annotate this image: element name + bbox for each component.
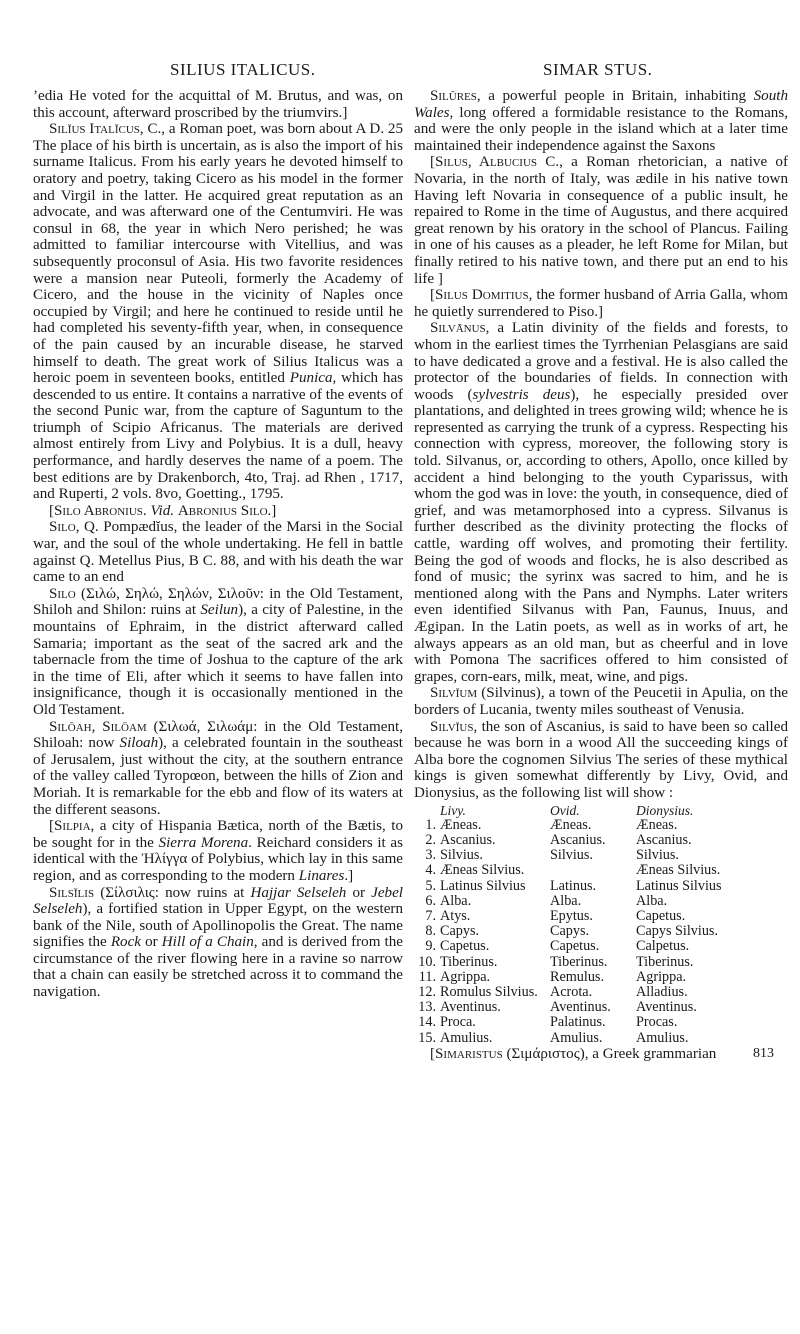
cell-dionysius: Procas.: [636, 1014, 678, 1031]
cell-livy: Tiberinus.: [440, 953, 498, 970]
page-number: 813: [753, 1045, 774, 1061]
table-row: [414, 894, 754, 909]
table-row: [414, 955, 754, 970]
entry-headword: Silo Abronius: [54, 502, 143, 519]
cell-ovid: Latinus.: [550, 877, 597, 894]
cell-ovid: Alba.: [550, 892, 582, 909]
entry-silvanus: Silvānus, a Latin divinity of the fields and forests, to whom in the earliest times the Tyrrhenian Pelasgians are said to have dedicated a grove and a festival. He is also called the protector of the boundaries of fields. In connection with woods (sylvestris deus), he especially presided over plantations, and delighted in trees growing wild; whence he is represented as carrying the trunk of a cypress. Respecting his connection with cypress, moreover, the following story is told. Silvanus, or, according to others, Apollo, once killed by accident a hind belonging to the youth Cyparissus, with whom the god was in love: the youth, in consequence, died of grief, and was metamorphosed into a cypress. Silvanus is further described as the divinity protecting the flocks of cattle, warding off wolves, and promoting their fertility. Being the god of woods and flocks, he is also described as fond of music; the syrinx was sacred to him, and he is mentioned along with the Pans and Nymphs. Later writers even identified Silvanus with Pan, Faunus, Inuus, and Ægipan. In the Latin poets, as well as in works of art, he always appears as an old man, but as cheerful and in love with Pomona The sacrifices offered to him consisted of grapes, corn-ears, milk, meat, wine, and pigs.: [414, 320, 788, 685]
cell-ovid: Palatinus.: [550, 1014, 606, 1031]
cell-dionysius: Silvius.: [636, 847, 679, 864]
left-column: [33, 88, 403, 1001]
entry-headword: Silus Domitius: [435, 287, 529, 304]
cell-dionysius: Ascanius.: [636, 831, 692, 848]
cell-dionysius: Calpetus.: [636, 938, 690, 955]
table-row: [414, 848, 754, 863]
cell-ovid: Ascanius.: [550, 831, 606, 848]
cell-ovid: Aventinus.: [550, 999, 611, 1016]
cell-livy: Capys.: [440, 923, 480, 940]
cell-ovid: Remulus.: [550, 968, 604, 985]
cell-ovid: Tiberinus.: [550, 953, 608, 970]
table-row: [414, 879, 754, 894]
entry-silo-abronius: [Silo Abronius. Vid. Abronius Silo.]: [49, 502, 277, 519]
cell-livy: Atys.: [440, 907, 471, 924]
column-header-ovid: Ovid.: [550, 802, 580, 818]
cell-livy: Æneas Silvius.: [440, 862, 525, 879]
cell-livy: Capetus.: [440, 938, 490, 955]
column-header-dionysius: Dionysius.: [636, 802, 694, 818]
table-row: [414, 1000, 754, 1015]
table-header-row: [414, 803, 754, 818]
row-number: 6.: [425, 892, 436, 909]
row-number: 11.: [418, 968, 436, 985]
entry-continuation: ’edia He voted for the acquittal of M. Brutus, and was, on this account, afterward proscribed by the triumvirs.]: [33, 88, 403, 121]
table-row: [414, 985, 754, 1000]
cell-livy: Latinus Silvius: [440, 877, 526, 894]
row-number: 2.: [425, 831, 436, 848]
row-number: 8.: [425, 923, 436, 940]
cell-livy: Romulus Silvius.: [440, 983, 538, 1000]
row-number: 15.: [418, 1029, 436, 1046]
cell-livy: Alba.: [440, 892, 472, 909]
header-left: SILIUS ITALICUS.: [170, 60, 316, 79]
row-number: 3.: [425, 847, 436, 864]
table-row: [414, 818, 754, 833]
running-header: [0, 60, 800, 84]
entry-silsilis: Silsĭlis (Σίλσιλις: now ruins at Hajjar Selseleh or Jebel Selseleh), a fortified station in Upper Egypt, on the western bank of the Nile, south of Apollinopolis the Great. The name signifies the Rock or Hill of a Chain, and is derived from the circumstance of the river flowing here in a ravine so narrow that a chain can easily be stretched across it to command the navigation.: [33, 884, 403, 1001]
row-number: 5.: [425, 877, 436, 894]
cell-ovid: Capys.: [550, 923, 590, 940]
row-number: 10.: [418, 953, 436, 970]
table-row: [414, 863, 754, 878]
entry-headword: Silo: [49, 519, 76, 536]
cell-ovid: Æneas.: [550, 816, 592, 833]
row-number: 1.: [425, 816, 436, 833]
entry-headword: Silōah, Silōam: [49, 718, 147, 735]
cell-dionysius: Alladius.: [636, 983, 688, 1000]
cell-livy: Ascanius.: [440, 831, 496, 848]
entry-headword: Silvĭum: [430, 685, 478, 702]
row-number: 12.: [418, 983, 436, 1000]
entry-silus-domitius: [Silus Domitius, the former husband of Arria Galla, whom he quietly surrendered to Piso.]: [414, 287, 789, 320]
row-number: 14.: [418, 1014, 436, 1031]
entry-headword: Simaristus: [435, 1045, 503, 1062]
entry-silus-albucius: [Silus, Albucius C., a Roman rhetorician, a native of Novaria, in the north of Italy, was ædile in his native town Having left Novaria in consequence of a public insult, he repaired to Rome in the time of Augustus, and there acquired great renown by his oratory in the school of Plancus. Failing in one of his causes as a pleader, he left Rome for Milan, but finally retired to his native town, and there put an end to his life ]: [414, 154, 788, 287]
entry-headword: Silus, Albucius: [435, 154, 538, 171]
entry-silpia: [Silpia, a city of Hispania Bætica, north of the Bætis, to be sought for in the Sierra Morena. Reichard considers it as identical with the Ἠλίγγα of Polybius, which lay in this same region, and as corresponding to the modern Linares.]: [33, 818, 404, 884]
cell-dionysius: Æneas.: [636, 816, 678, 833]
entry-silures: Silŭres, a powerful people in Britain, inhabiting South Wales, long offered a formidable resistance to the Romans, and were the only people in the island which at a later time maintained their independence against the Saxons: [414, 88, 788, 154]
cell-dionysius: Agrippa.: [636, 968, 687, 985]
entry-headword: Silĭus Italĭcus: [49, 121, 140, 138]
entry-headword: Silo: [49, 585, 76, 602]
cell-ovid: Capetus.: [550, 938, 600, 955]
entry-silius-italicus: Silĭus Italĭcus, C., a Roman poet, was born about A D. 25 The place of his birth is uncertain, as is also the import of his surname Italicus. From his early years he devoted himself to oratory and poetry, taking Cicero as his model in the former and Virgil in the latter. He acquired great reputation as an advocate, and was afterward one of the Centumviri. He was consul in 68, the year in which Nero perished; he was admitted to familiar intercourse with Vitellius, and was subsequently proconsul of Asia. His two favorite residences were a mansion near Puteoli, formerly the Academy of Cicero, and the house in the vicinity of Naples once occupied by Virgil; and here he continued to reside until he had completed his seventy-fifth year, when, in consequence of the pain caused by an incurable disease, he starved himself to death. The great work of Silius Italicus was a heroic poem in seventeen books, entitled Punica, which has descended to us entire. It contains a narrative of the events of the second Punic war, from the capture of Saguntum to the triumph of Scipio Africanus. The materials are derived almost entirely from Livy and Polybius. It is a dull, heavy performance, and hardly deserves the name of a poem. The best editions are by Drakenborch, 4to, Traj. ad Rhen , 1717, and Ruperti, 2 vols. 8vo, Goetting., 1795.: [33, 121, 404, 503]
entry-headword: Silŭres: [430, 88, 477, 104]
cell-dionysius: Capys Silvius.: [636, 923, 718, 940]
table-row: [414, 970, 754, 985]
entry-siloah: Silōah, Silōam (Σιλωά, Σιλωάμ: in the Old Testament, Shiloah: now Siloah), a celebrated fountain in the southeast of Jerusalem, just without the city, at the southern entrance of the valley called Tyropœon, between the hills of Zion and Moriah. It is remarkable for the ebb and flow of its waters at the different seasons.: [33, 718, 404, 818]
entry-headword: Silvĭus: [430, 718, 474, 735]
row-number: 4.: [425, 862, 436, 879]
entry-headword: Silvānus: [430, 320, 486, 337]
row-number: 9.: [425, 938, 436, 955]
entry-silvium: Silvĭum (Silvinus), a town of the Peucetii in Apulia, on the borders of Lucania, twenty miles southeast of Venusia.: [414, 685, 788, 718]
cell-dionysius: Amulius.: [636, 1029, 689, 1046]
entry-simaristus: [Simaristus (Σιμάριστος), a Greek grammarian 813: [430, 1045, 774, 1062]
cell-dionysius: Æneas Silvius.: [636, 862, 721, 879]
cell-ovid: Silvius.: [550, 847, 593, 864]
cell-livy: Aventinus.: [440, 999, 501, 1016]
cell-ovid: Epytus.: [550, 907, 593, 924]
table-row: [414, 1031, 754, 1046]
table-row: [414, 909, 754, 924]
cell-livy: Proca.: [440, 1014, 476, 1031]
entry-silo-pompaedius: Silo, Q. Pompædĭus, the leader of the Marsi in the Social war, and the soul of the whole undertaking. He fell in battle against Q. Metellus Pius, B C. 88, and with his death the war came to an end: [33, 519, 403, 586]
table-row: [414, 924, 754, 939]
entry-silvius: Silvĭus, the son of Ascanius, is said to have been so called because he was born in a wood All the succeeding kings of Alba bore the cognomen Silvius The series of these mythical kings is given somewhat differently by Livy, Ovid, and Dionysius, as the following list will show :: [414, 718, 788, 801]
cell-dionysius: Aventinus.: [636, 999, 697, 1016]
row-number: 7.: [425, 907, 436, 924]
cell-dionysius: Capetus.: [636, 907, 686, 924]
cell-ovid: [550, 863, 636, 878]
right-column: [414, 88, 788, 1062]
entry-headword: Silsĭlis: [49, 884, 95, 901]
column-header-livy: Livy.: [440, 802, 466, 818]
header-right: SIMAR STUS.: [543, 60, 653, 79]
cell-livy: Agrippa.: [440, 968, 491, 985]
cell-ovid: Amulius.: [550, 1029, 603, 1046]
entry-headword: Silpia: [54, 818, 91, 835]
table-row: [414, 1015, 754, 1030]
cell-ovid: Acrota.: [550, 983, 593, 1000]
cell-dionysius: Latinus Silvius: [636, 877, 722, 894]
table-row: [414, 833, 754, 848]
cell-livy: Æneas.: [440, 816, 482, 833]
entry-silo-shiloh: Silo (Σιλώ, Σηλώ, Σηλών, Σιλοῦν: in the Old Testament, Shiloh and Shilon: ruins at Seilun), a city of Palestine, in the mountains of Ephraim, in the district afterward called Samaria; important as the seat of the sacred ark and the tabernacle from the time of Joshua to the capture of the ark in the time of Eli, after which it seems to have fallen into insignificance, though it is occasionally mentioned in the Old Testament.: [33, 585, 404, 718]
alban-kings-table: [414, 803, 754, 1046]
cell-livy: Silvius.: [440, 847, 483, 864]
cell-livy: Amulius.: [440, 1029, 493, 1046]
row-number: 13.: [418, 999, 436, 1016]
cell-dionysius: Tiberinus.: [636, 953, 694, 970]
cell-dionysius: Alba.: [636, 892, 668, 909]
table-row: [414, 939, 754, 954]
